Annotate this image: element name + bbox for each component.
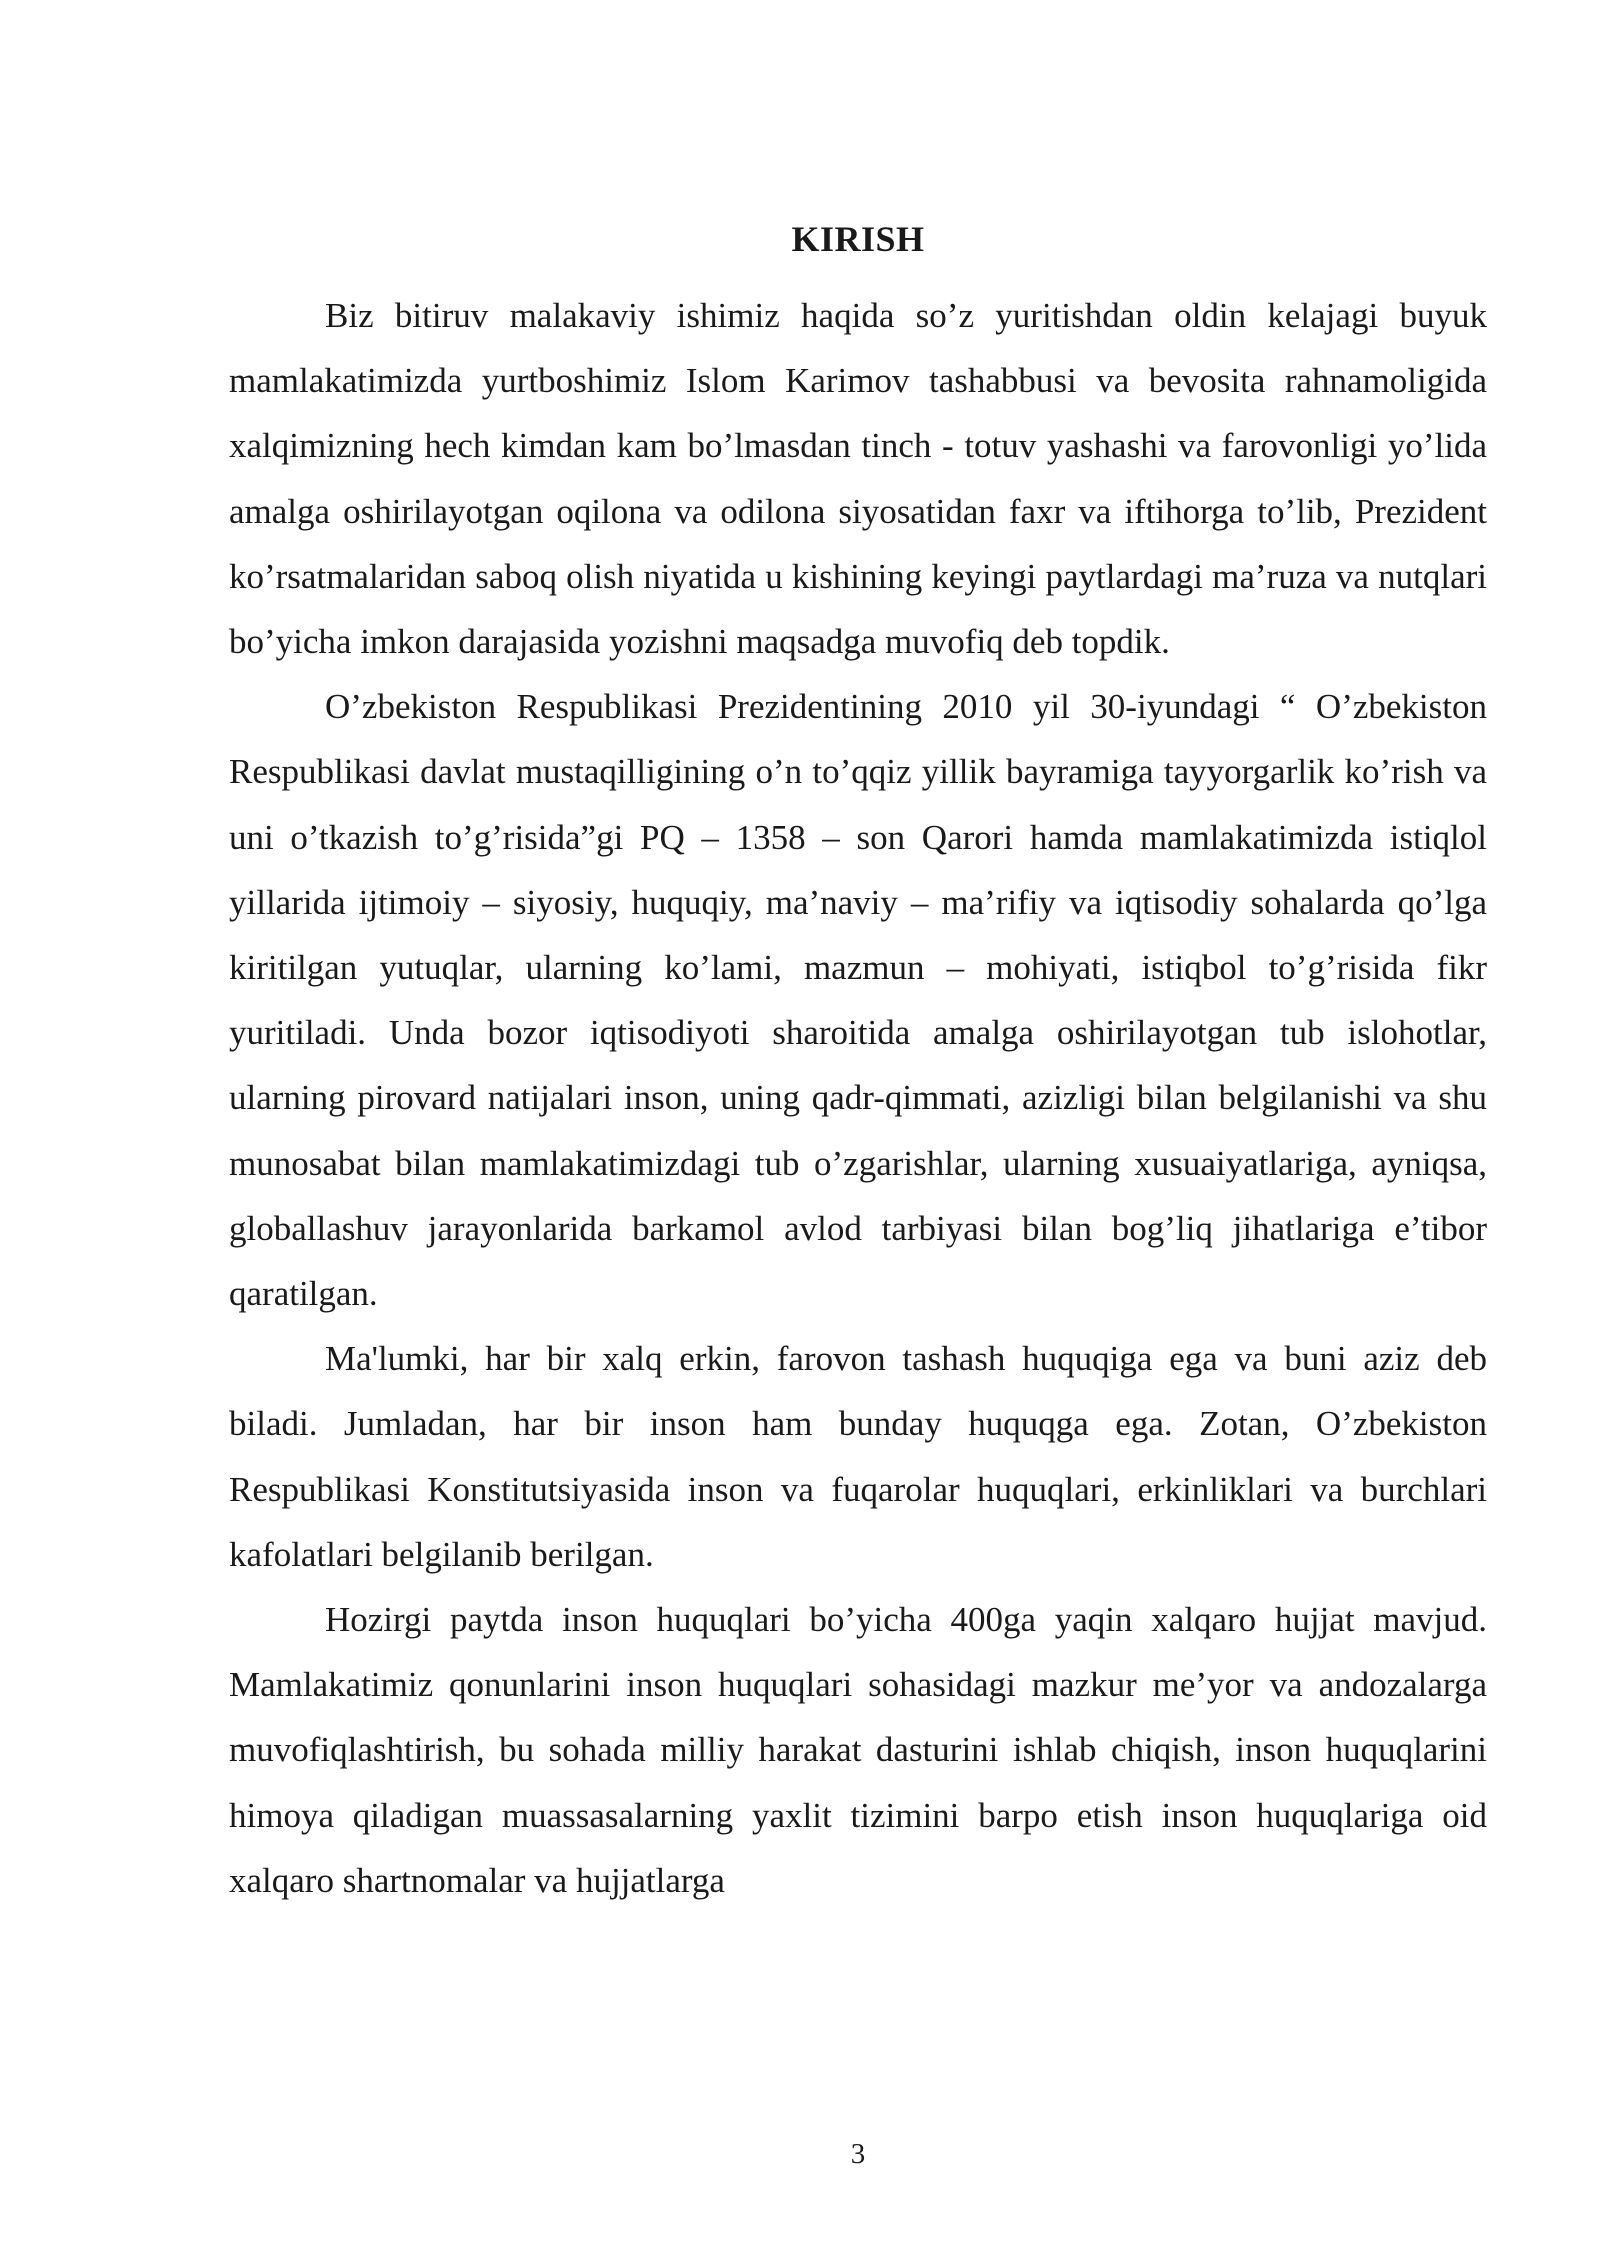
paragraph-3: Ma'lumki, har bir xalq erkin, farovon tashash huquqiga ega va buni aziz deb biladi. Jumladan, har bir inson ham bunday huquqga ega. Zotan, O’zbekiston Respublikasi Konstitutsiyasida inson va fuqarolar huquqlari, erkinliklari va burchlari kafolatlari belgilanib berilgan. [229,1339,1487,1574]
body-text [229,283,1487,1913]
paragraph-2: O’zbekiston Respublikasi Prezidentining 2010 yil 30-iyundagi “ O’zbekiston Respublikasi davlat mustaqilligining o’n to’qqiz yillik bayramiga tayyorgarlik ko’rish va uni o’tkazish to’g’risida”gi PQ – 1358 – son Qarori hamda mamlakatimizda istiqlol yillarida ijtimoiy – siyosiy, huquqiy, ma’naviy – ma’rifiy va iqtisodiy sohalarda qo’lga kiritilgan yutuqlar, ularning ko’lami, mazmun – mohiyati, istiqbol to’g’risida fikr yuritiladi. Unda bozor iqtisodiyoti sharoitida amalga oshirilayotgan tub islohotlar, ularning pirovard natijalari inson, uning qadr-qimmati, azizligi bilan belgilanishi va shu munosabat bilan mamlakatimizdagi tub o’zgarishlar, ularning xusuaiyatlariga, ayniqsa, globallashuv jarayonlarida barkamol avlod tarbiyasi bilan bog’liq jihatlariga e’tibor qaratilgan. [229,687,1487,1314]
paragraph-1: Biz bitiruv malakaviy ishimiz haqida so’z yuritishdan oldin kelajagi buyuk mamlakatimizda yurtboshimiz Islom Karimov tashabbusi va bevosita rahnamoligida xalqimizning hech kimdan kam bo’lmasdan tinch - totuv yashashi va farovonligi yo’lida amalga oshirilayotgan oqilona va odilona siyosatidan faxr va iftihorga to’lib, Prezident ko’rsatmalaridan saboq olish niyatida u kishining keyingi paytlardagi ma’ruza va nutqlari bo’yicha imkon darajasida yozishni maqsadga muvofiq deb topdik. [229,296,1487,662]
section-title: KIRISH [791,219,925,259]
page-number: 3 [850,2138,866,2170]
paragraph-4: Hozirgi paytda inson huquqlari bo’yicha 400ga yaqin xalqaro hujjat mavjud. Mamlakatimiz qonunlarini inson huquqlari sohasidagi mazkur me’yor va andozalarga muvofiqlashtirish, bu sohada milliy harakat dasturini ishlab chiqish, inson huquqlarini himoya qiladigan muassasalarning yaxlit tizimini barpo etish inson huquqlariga oid xalqaro shartnomalar va hujjatlarga [229,1600,1487,1900]
